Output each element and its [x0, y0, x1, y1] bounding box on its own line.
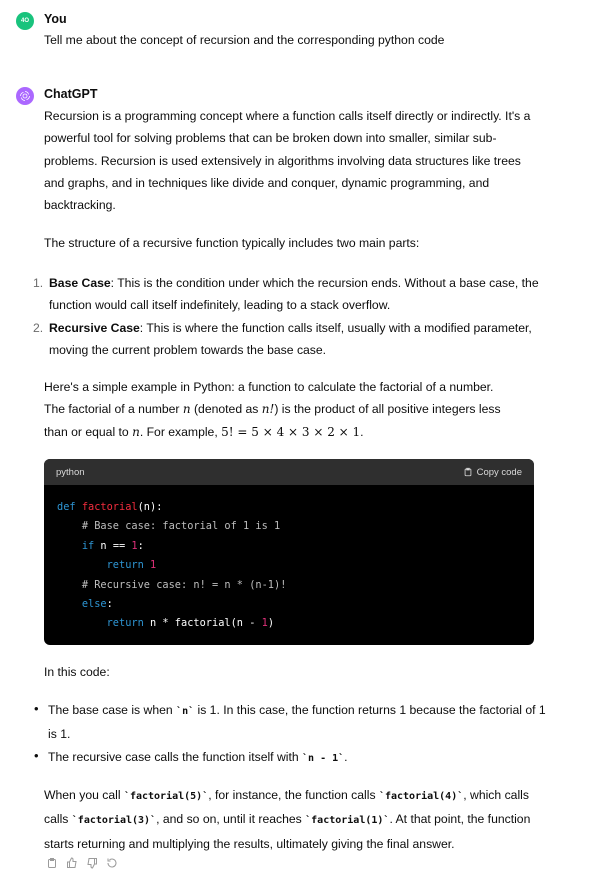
regenerate-icon[interactable] — [105, 856, 118, 869]
closing-paragraph: When you call `factorial(5)`, for instance, the function calls `factorial(4)`, which calls calls `factorial(3)`, and so on, until it reaches `factorial(1)`. At that point, the function starts returning and multiplying the results, ultimately giving the final answer. — [44, 788, 531, 851]
chatgpt-logo-icon — [16, 87, 34, 105]
inline-code: `factorial(3)` — [71, 815, 157, 827]
user-message-text: Tell me about the concept of recursion and the corresponding python code — [44, 33, 445, 47]
assistant-name: ChatGPT — [44, 87, 98, 101]
inline-code: `factorial(4)` — [378, 791, 464, 802]
code-content: def factorial(n): # Base case: factorial of 1 is 1 if n == 1: return 1 # Recursive case: n! = n * (n-1)! else: return n * factorial(n - 1) — [57, 501, 287, 630]
example-line: Here's a simple example in Python: a function to calculate the factorial of a number. — [44, 380, 494, 394]
inline-code: `factorial(1)` — [305, 815, 390, 827]
bullet-text: The base case is when — [48, 703, 177, 717]
list-number: 1. — [33, 276, 44, 290]
list-item — [16, 272, 546, 317]
math-nfact: n! — [261, 402, 275, 417]
part-text: : This is the condition under which the recursion ends. Without a base case, the function would call itself indefinitely, leading to a stack overflow. — [49, 276, 539, 313]
example-text: The factorial of a number — [44, 402, 183, 417]
copy-icon[interactable] — [45, 856, 58, 869]
part-text: : This is where the function calls itself, usually with a modified parameter, moving the current problem towards the base case. — [49, 320, 532, 357]
copy-code-label: Copy code — [476, 466, 522, 478]
closing-text: , and so on, until it reaches — [156, 812, 306, 827]
closing-text: . At that point, the function starts returning and multiplying the results, ultimately giving the final answer. — [44, 812, 531, 851]
copy-code-button[interactable] — [463, 467, 522, 478]
bullet-text: The recursive case calls the function itself with — [48, 749, 303, 764]
example-text: than or equal to — [44, 424, 133, 439]
example-text: . For example, — [139, 424, 222, 439]
inline-code: `factorial(5)` — [123, 791, 209, 802]
message-actions — [45, 856, 118, 869]
example-paragraph — [44, 376, 536, 443]
inline-code: `n` — [176, 706, 195, 717]
user-name: You — [44, 12, 67, 26]
list-item — [30, 746, 550, 770]
math-n: n — [132, 424, 140, 439]
thumbs-up-icon[interactable] — [65, 856, 78, 869]
inline-code: `n - 1` — [302, 752, 345, 764]
closing-text: , for instance, the function calls — [208, 788, 379, 802]
code-language: python — [56, 466, 85, 478]
parts-list — [16, 272, 546, 361]
example-text: ) is the product of all positive integers less — [274, 402, 501, 417]
list-item — [16, 317, 546, 362]
structure-intro: The structure of a recursive function typically includes two main parts: — [44, 236, 420, 250]
math-formula: 5! = 5 × 4 × 3 × 2 × 1 — [221, 424, 361, 439]
list-item — [30, 699, 550, 746]
closing-text: When you call — [44, 788, 124, 802]
code-header — [44, 459, 534, 485]
part-title: Recursive Case — [49, 320, 140, 335]
example-text: (denoted as — [190, 402, 262, 417]
code-block — [44, 459, 534, 645]
user-avatar: 4O — [16, 12, 34, 30]
bullet-text: . — [344, 749, 348, 764]
list-number: 2. — [33, 320, 44, 335]
bullet-text: is 1. In this case, the function returns 1 because the factorial of 1 is 1. — [48, 703, 546, 742]
part-title: Base Case — [49, 276, 111, 290]
thumbs-down-icon[interactable] — [85, 856, 98, 869]
in-code-label: In this code: — [44, 665, 110, 679]
intro-paragraph: Recursion is a programming concept where a function calls itself directly or indirectly. It's a powerful tool for solving problems that can be broken down into smaller, similar sub-problems. Recursion is used extensively in algorithms involving data structures like trees and graphs, and in techniques like divide and conquer, dynamic programming, and backtracking. — [44, 109, 531, 213]
example-text: . — [360, 424, 364, 439]
copy-icon — [463, 467, 473, 477]
explanation-list — [30, 699, 550, 770]
math-n: n — [182, 402, 191, 417]
closing-text: , which calls — [463, 788, 529, 802]
user-message — [16, 12, 576, 52]
